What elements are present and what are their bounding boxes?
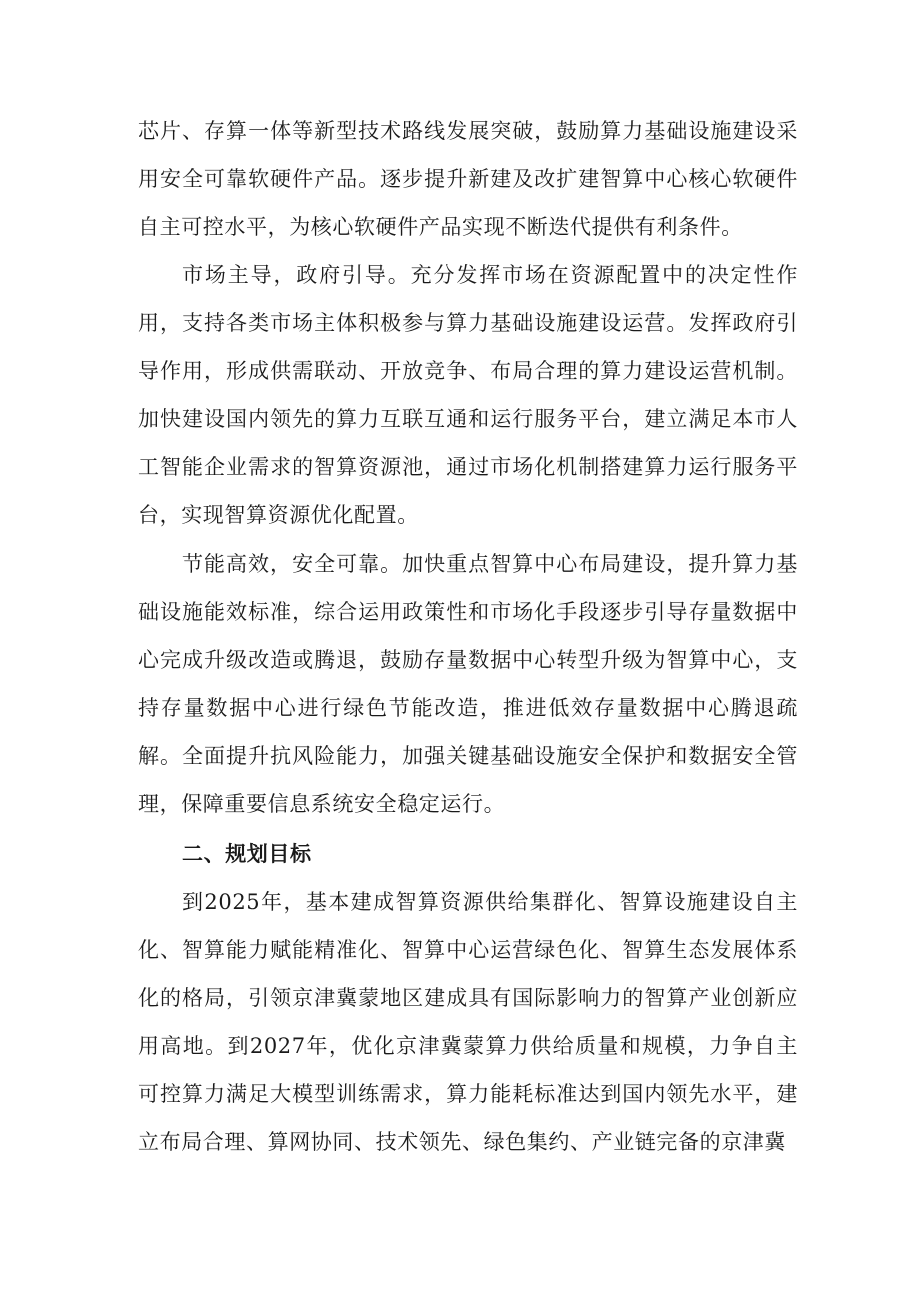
paragraph-energy-efficiency: 节能高效，安全可靠。加快重点智算中心布局建设，提升算力基础设施能效标准，综合运用政策性和市场化手段逐步引导存量数据中心完成升级改造或腾退，鼓励存量数据中心转型升级为智算中心，支持存量数据中心进行绿色节能改造，推进低效存量数据中心腾退疏解。全面提升抗风险能力，加强关键基础设施安全保护和数据安全管理，保障重要信息系统安全稳定运行。 — [138, 552, 798, 816]
paragraph-continuation: 芯片、存算一体等新型技术路线发展突破，鼓励算力基础设施建设采用安全可靠软硬件产品。逐步提升新建及改扩建智算中心核心软硬件自主可控水平，为核心软硬件产品实现不断迭代提供有利条件。 — [138, 119, 798, 239]
section-heading-planning-goals: 二、规划目标 — [182, 842, 312, 866]
paragraph-goals-2025-2027: 到2025年，基本建成智算资源供给集群化、智算设施建设自主化、智算能力赋能精准化、智算中心运营绿色化、智算生态发展体系化的格局，引领京津冀蒙地区建成具有国际影响力的智算产业创新应用高地。到2027年，优化京津冀蒙算力供给质量和规模，力争自主可控算力满足大模型训练需求，算力能耗标准达到国内领先水平，建立布局合理、算网协同、技术领先、绿色集约、产业链完备的京津冀 — [138, 890, 798, 1154]
paragraph-market-leading: 市场主导，政府引导。充分发挥市场在资源配置中的决定性作用，支持各类市场主体积极参与算力基础设施建设运营。发挥政府引导作用，形成供需联动、开放竞争、布局合理的算力建设运营机制。加快建设国内领先的算力互联互通和运行服务平台，建立满足本市人工智能企业需求的智算资源池，通过市场化机制搭建算力运行服务平台，实现智算资源优化配置。 — [138, 263, 798, 527]
